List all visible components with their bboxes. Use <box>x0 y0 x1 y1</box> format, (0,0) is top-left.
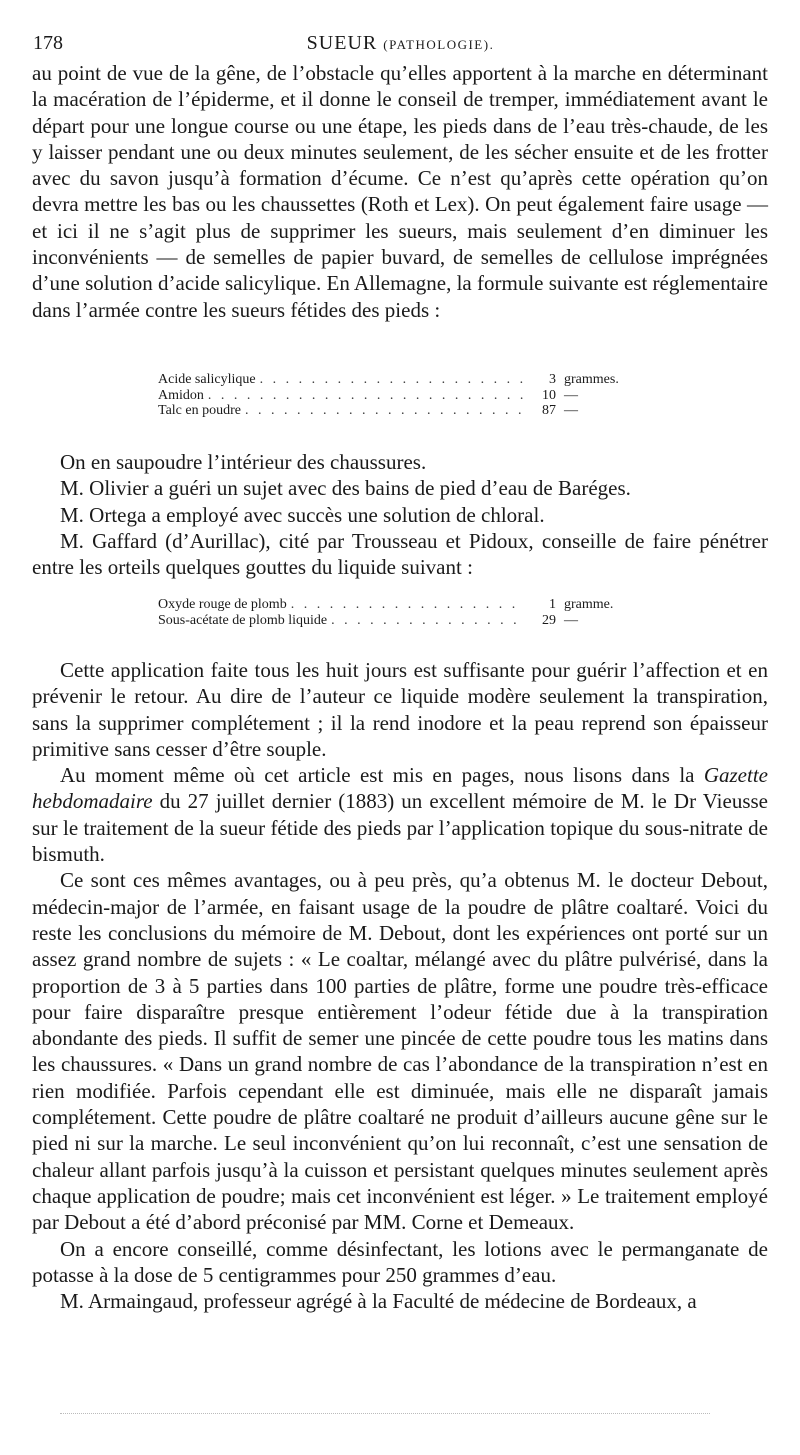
leader-dots <box>208 388 524 404</box>
ingredient-quantity: 10 — <box>542 387 578 403</box>
ingredient-quantity: 29 — <box>542 612 578 628</box>
journal-title: Gazette hebdomadaire <box>32 763 768 814</box>
paragraph-debout: Ce sont ces mêmes avantages, ou à peu près, qu’a obtenus M. le docteur Debout, médecin-major de l’armée, en faisant usage de la poudre de plâtre coaltaré. Voici du reste les conclusions du mémoire de M. Debout, dont les expériences ont porté sur un assez grand nombre de sujets : « Le coaltar, mélangé avec du plâtre pulvérisé, dans la proportion de 3 à 5 parties dans 100 parties de plâtre, forme une poudre très-efficace pour faire disparaître presque entièrement l’odeur fétide due à la transpiration abondante des pieds. Il suffit de semer une pincée de cette poudre tous les matins dans les chaussures. « Dans un grand nombre de cas l’abondance de la transpiration n’est en rien modifiée. Parfois cependant elle est diminuée, mais elle ne disparaît jamais complétement. Cette poudre de plâtre coaltaré ne produit d’ailleurs aucune gêne sur le pied ni sur la marche. Le seul inconvénient qu’on lui reconnaît, c’est une sensation de chaleur allant parfois jusqu’à la cuisson et persistant quelques minutes seulement après chaque application de poudre; mais cet inconvénient est léger. » Le traitement employé par Debout a été d’abord préconisé par MM. Corne et Demeaux. <box>32 868 768 1235</box>
line-ortega: M. Ortega a employé avec succès une solution de chloral. <box>60 502 545 527</box>
footer-rule <box>60 1413 710 1414</box>
paragraph-opening: au point de vue de la gêne, de l’obstacle qu’elles apportent à la marche en déterminant la macération de l’épiderme, et il donne le conseil de tremper, immédiatement avant le départ pour une longue course ou une étape, les pieds dans de l’eau très-chaude, de les y laisser pendant une ou deux minutes seulement, de les sécher ensuite et de les frotter avec du savon jusqu’à formation d’écume. Ce n’est qu’après cette opération qu’on devra mettre les bas ou les chaussettes (Roth et Lex). On peut également faire usage — et ici il ne s’agit plus de supprimer les sueurs, mais seulement d’en diminuer les inconvénients — de semelles de papier buvard, de semelles de cellulose imprégnées d’une solution d’acide salicylique. En Allemagne, la formule suivante est réglementaire dans l’armée contre les sueurs fétides des pieds : <box>32 61 768 322</box>
line-gaffard: M. Gaffard (d’Aurillac), cité par Trousseau et Pidoux, conseille de faire pénétrer entre les orteils quelques gouttes du liquide suivant : <box>32 528 768 580</box>
ingredient-name: Talc en poudre <box>158 403 241 418</box>
recipe-row <box>158 388 638 404</box>
leader-dots <box>331 613 524 629</box>
running-title-main: SUEUR <box>306 32 378 54</box>
ingredient-name: Oxyde rouge de plomb <box>158 597 287 612</box>
recipe-row <box>158 597 638 613</box>
ingredient-name: Amidon <box>158 387 204 403</box>
paragraph-armaingaud: M. Armaingaud, professeur agrégé à la Faculté de médecine de Bordeaux, a <box>60 1289 697 1314</box>
leader-dots <box>245 403 524 419</box>
text-block-bottom <box>32 657 768 1314</box>
recipe-row <box>158 403 638 419</box>
text-block-middle <box>32 449 768 580</box>
running-title <box>33 32 768 55</box>
ingredient-quantity: 87 — <box>542 403 578 418</box>
ingredient-quantity: 3 grammes. <box>549 372 619 387</box>
paragraph-application: Cette application faite tous les huit jours est suffisante pour guérir l’affection et en prévenir le retour. Au dire de l’auteur ce liquide modère seulement la transpiration, sans la supprimer complétement ; il la rend inodore et la peau reprend son épaisseur primitive sans cesser d’être souple. <box>32 658 768 761</box>
page-number: 178 <box>33 32 63 54</box>
line-olivier: M. Olivier a guéri un sujet avec des bains de pied d’eau de Baréges. <box>60 476 631 501</box>
paragraph-permanganate: On a encore conseillé, comme désinfectant, les lotions avec le permanganate de potasse à la dose de 5 centigrammes pour 250 grammes d’eau. <box>32 1236 768 1287</box>
paragraph-gazette: Au moment même où cet article est mis en pages, nous lisons dans la Gazette hebdomadaire du 27 juillet dernier (1883) un excellent mémoire de M. le Dr Vieusse sur le traitement de la sueur fétide des pieds par l’application topique du sous-nitrate de bismuth. <box>32 763 768 867</box>
recipe-table-2 <box>158 597 638 628</box>
leader-dots <box>291 597 524 613</box>
recipe-row <box>158 613 638 629</box>
running-title-sub: (PATHOLOGIE). <box>383 37 495 52</box>
ingredient-quantity: 1 gramme. <box>549 597 614 612</box>
line-saupoudre: On en saupoudre l’intérieur des chaussures. <box>60 450 427 474</box>
recipe-table-1 <box>158 372 638 419</box>
ingredient-name: Acide salicylique <box>158 372 256 387</box>
leader-dots <box>260 372 524 388</box>
ingredient-name: Sous-acétate de plomb liquide <box>158 612 328 628</box>
running-header <box>33 32 768 60</box>
text-block-top <box>32 60 768 323</box>
recipe-row <box>158 372 638 388</box>
